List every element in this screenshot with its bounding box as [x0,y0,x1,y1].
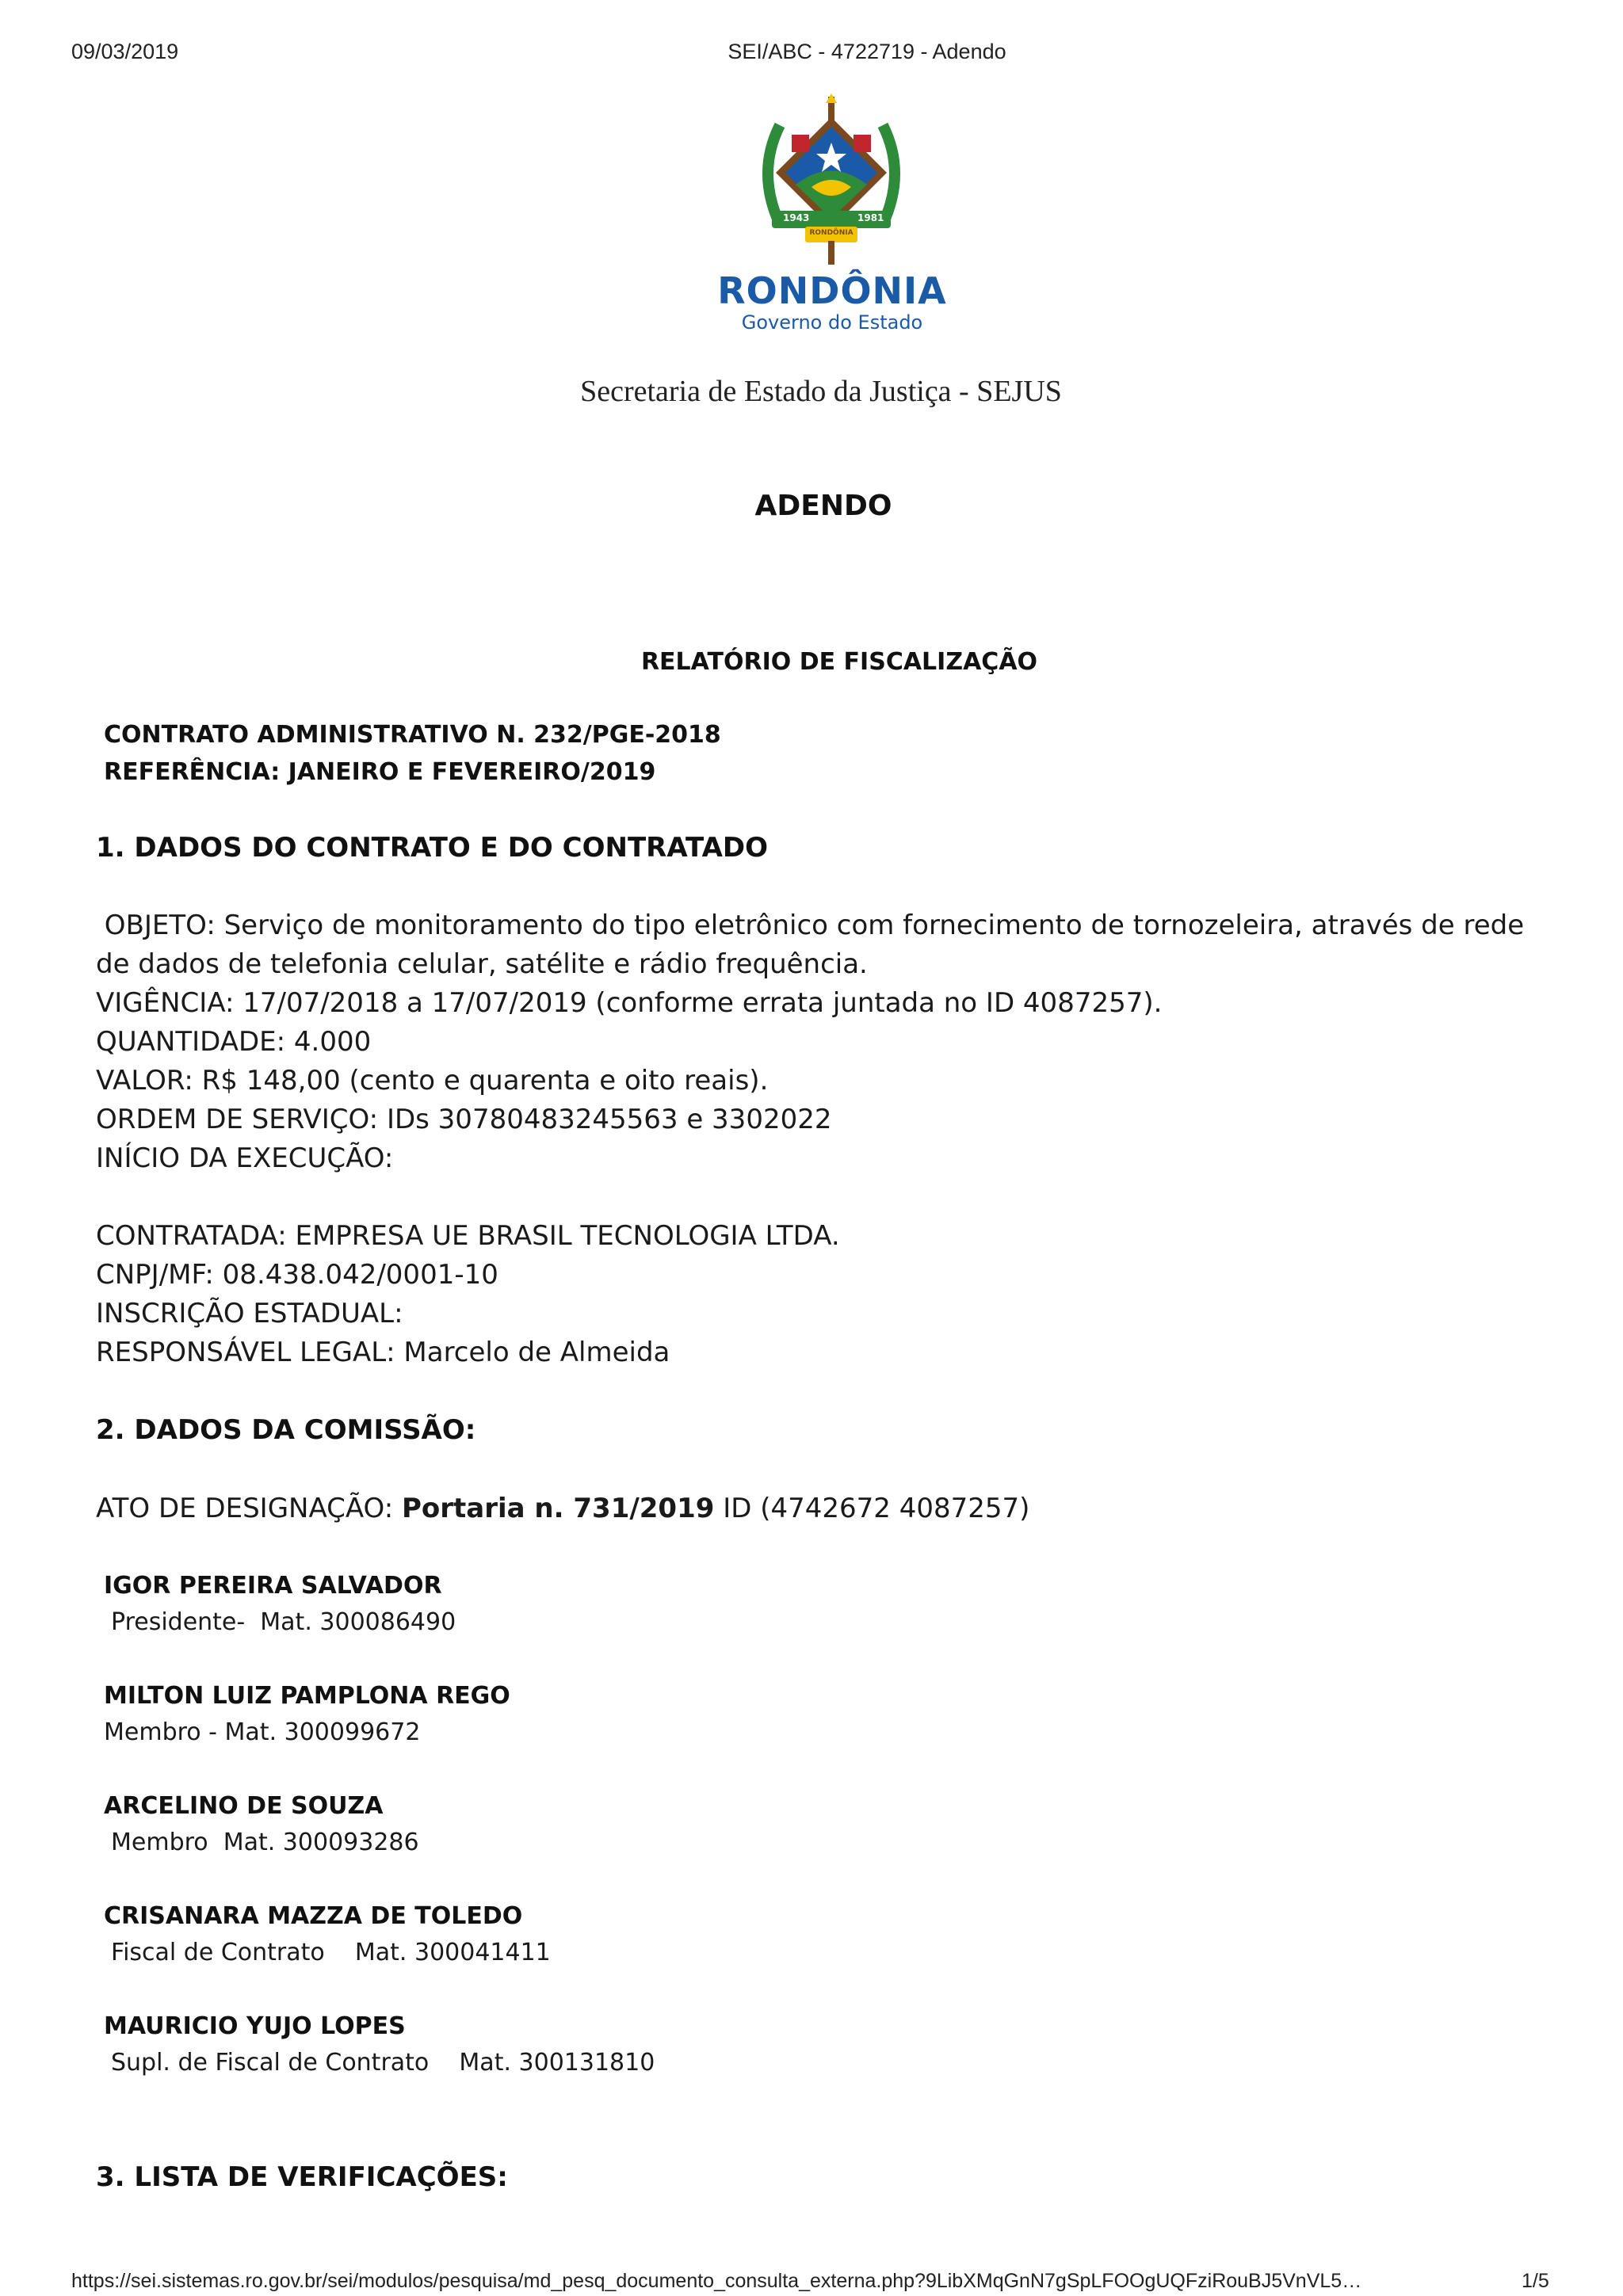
print-page-number: 1/5 [1522,2270,1549,2292]
print-page-title: SEI/ABC - 4722719 - Adendo [727,40,1006,63]
document-subtitle: RELATÓRIO DE FISCALIZAÇÃO [640,648,1038,676]
logo-state-subtitle: Governo do Estado [741,311,923,334]
contract-object-line-1: OBJETO: Serviço de monitoramento do tipo eletrônico com fornecimento de tornozeleira, através de rede [96,910,1525,941]
commission-member-role: Fiscal de Contrato Mat. 300041411 [111,1939,551,1966]
logo-year-left: 1943 [783,212,810,223]
section-1-heading: 1. DADOS DO CONTRATO E DO CONTRATADO [96,832,769,864]
designation-act-ids: ID (4742672 4087257) [714,1493,1030,1524]
contract-validity: VIGÊNCIA: 17/07/2018 a 17/07/2019 (conforme errata juntada no ID 4087257). [96,987,1163,1019]
commission-member-role: Membro Mat. 300093286 [111,1829,419,1856]
commission-member-name: ARCELINO DE SOUZA [104,1792,384,1820]
contract-object-line-2: de dados de telefonia celular, satélite e rádio frequência. [96,948,868,980]
contractor-legal-representative: RESPONSÁVEL LEGAL: Marcelo de Almeida [96,1337,670,1368]
contractor-name: CONTRATADA: EMPRESA UE BRASIL TECNOLOGIA LTDA. [96,1220,840,1252]
contract-number: CONTRATO ADMINISTRATIVO N. 232/PGE-2018 [104,721,721,749]
execution-start: INÍCIO DA EXECUÇÃO: [96,1142,394,1174]
service-order: ORDEM DE SERVIÇO: IDs 30780483245563 e 3302022 [96,1104,832,1135]
secretaria-heading: Secretaria de Estado da Justiça - SEJUS [580,375,1062,408]
commission-member-name: IGOR PEREIRA SALVADOR [104,1572,442,1600]
designation-act-label: ATO DE DESIGNAÇÃO: [96,1493,402,1524]
contract-value: VALOR: R$ 148,00 (cento e quarenta e oito reais). [96,1065,769,1097]
logo-year-right: 1981 [857,212,884,223]
commission-member-name: MAURICIO YUJO LOPES [104,2012,406,2040]
section-2-heading: 2. DADOS DA COMISSÃO: [96,1414,476,1446]
commission-member-name: MILTON LUIZ PAMPLONA REGO [104,1682,510,1710]
print-date: 09/03/2019 [71,40,179,63]
commission-member-name: CRISANARA MAZZA DE TOLEDO [104,1902,523,1930]
designation-act [96,1493,1029,1524]
commission-member-role: Presidente- Mat. 300086490 [111,1608,456,1636]
contract-quantity: QUANTIDADE: 4.000 [96,1026,372,1058]
coat-of-arms-icon [748,93,915,268]
commission-member-role: Membro - Mat. 300099672 [104,1718,421,1746]
designation-act-ordinance: Portaria n. 731/2019 [401,1493,715,1524]
print-url: https://sei.sistemas.ro.gov.br/sei/modulos/pesquisa/md_pesq_documento_consulta_externa.php?9LibXMqGnN7gSpLFOOgUQFziRouBJ5VnVL5… [71,2270,1362,2292]
section-3-heading: 3. LISTA DE VERIFICAÇÕES: [96,2161,508,2193]
logo-state-name: RONDÔNIA [717,269,947,312]
logo-ribbon-text: RONDÔNIA [809,229,854,237]
contractor-state-registration: INSCRIÇÃO ESTADUAL: [96,1298,403,1329]
contract-reference: REFERÊNCIA: JANEIRO E FEVEREIRO/2019 [104,758,656,786]
contractor-cnpj: CNPJ/MF: 08.438.042/0001-10 [96,1259,498,1291]
commission-member-role: Supl. de Fiscal de Contrato Mat. 300131810 [111,2049,655,2077]
document-title: ADENDO [754,490,892,522]
